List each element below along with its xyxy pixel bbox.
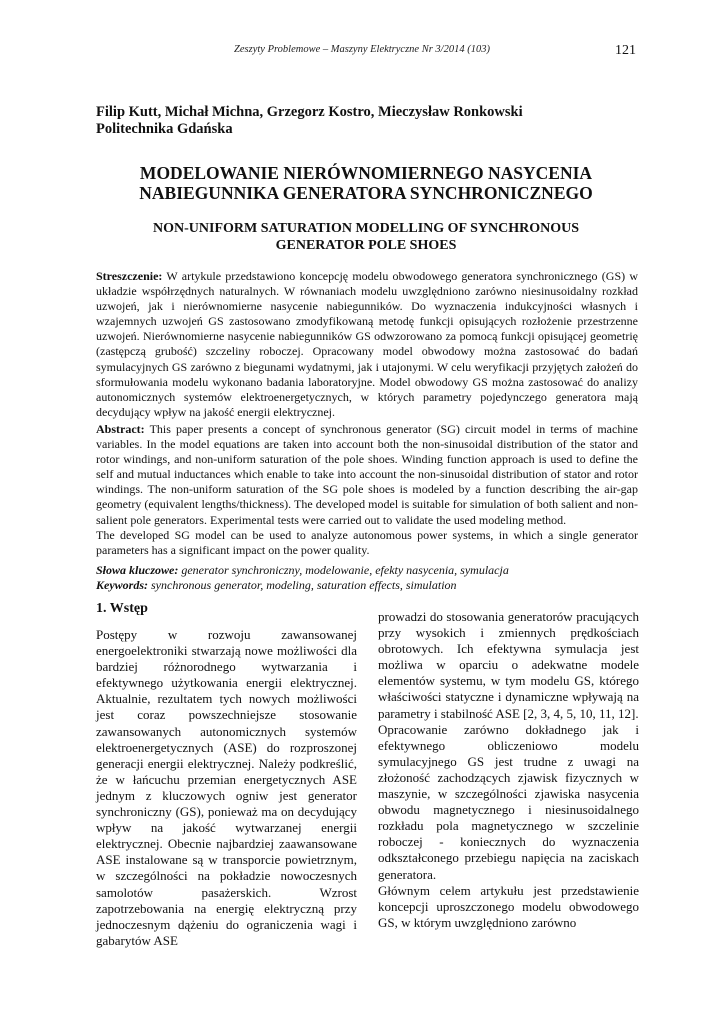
body-column-left: Postępy w rozwoju zawansowanej energoelektroniki stwarzają nowe możliwości dla bardziej różnorodnego wytwarzania i efektywnego użytkowania energii elektrycznej. Aktualnie, rezultatem tych nowych możliwości jest coraz powszechniejsze stosowanie zawansowanych autonomicznych systemów elektroenergetycznych (ASE) do rozproszonej generacji energii elektrycznej. Należy podkreślić, że w łańcuchu przemian energetycznych ASE jednym z kluczowych ogniw jest generator synchroniczny (GS), ponieważ ma on decydujący wpływ na jakość wytwarzanej energii elektrycznej. Obecnie najbardziej zaawansowane ASE instalowane są w transporcie powietrznym, w szczególności na pokładzie nowoczesnych samolotów pasażerskich. Wzrost zapotrzebowania na energię elektryczną przy jednoczesnym dążeniu do ograniczenia wagi i gabarytów ASE [96, 627, 357, 948]
title-english-line1: NON-UNIFORM SATURATION MODELLING OF SYNCHRONOUS [153, 221, 579, 236]
affiliation: Politechnika Gdańska [96, 121, 233, 137]
section-heading: 1. Wstęp [96, 601, 148, 616]
abstract-paragraph [96, 422, 638, 558]
streszczenie-text: W artykule przedstawiono koncepcję modelu obwodowego generatora synchronicznego (GS) w układzie współrzędnych naturalnych. W równaniach modelu uwzględniono zarówno niesinusoidalny rozkład uzwojeń, jak i nierównomierne nasycenie nabiegunników. Do wyznaczenia indukcyjności własnych i wzajemnych uzwojeń GS zastosowano zmodyfikowaną metodę funkcji opisujących rozłożenie przestrzenne uzwojeń. Nierównomierne nasycenie nabiegunników GS odwzorowano za pomocą funkcji opisującej geometrię (zastępczą grubość) szczeliny roboczej. Opracowany model obwodowy można zastosować do badań symulacyjnych GS zarówno z biegunami wydatnymi, jak i utajonymi. W celu weryfikacji przyjętych założeń do sformułowania modelu wykonano badania laboratoryjne. Model obwodowy GS można zastosować do analizy autonomicznych systemów elektroenergetycznych, w których parametry pojedynczego generatora mają decydujący wpływ na jakość energii elektrycznej. [96, 269, 638, 419]
abstract-text: This paper presents a concept of synchronous generator (SG) circuit model in terms of machine variables. In the model equations are taken into account both the non-sinusoidal distribution of the stator and rotor windings, and non-uniform saturation of the pole shoes. Winding function approach is used to define the self and mutual inductances which enable to take into account the non-sinusoidal distribution of stator and rotor windings. The non-uniform saturation of the SG pole shoes is modeled by a function describing the air-gap geometry (equivalent lengths/thickness). The developed model is suitable for simulation of both salient and non-salient pole generators. Experimental tests were carried out to validate the used modeling method. [96, 422, 638, 527]
abstract-label: Abstract: [96, 422, 145, 436]
body-paragraph: Głównym celem artykułu jest przedstawienie koncepcji uproszczonego modelu obwodowego GS, w którym uwzględniono zarówno [378, 882, 639, 930]
keywords-en-label: Keywords: [96, 578, 148, 592]
keywords-block [96, 563, 638, 593]
title-polish-line2: NABIEGUNNIKA GENERATORA SYNCHRONICZNEGO [139, 183, 593, 203]
streszczenie-label: Streszczenie: [96, 269, 163, 283]
title-english-line2: GENERATOR POLE SHOES [275, 238, 457, 253]
keywords-en-text: synchronous generator, modeling, saturation effects, simulation [148, 578, 457, 592]
author-names: Filip Kutt, Michał Michna, Grzegorz Kostro, Mieczysław Ronkowski [96, 104, 523, 120]
streszczenie-paragraph [96, 269, 638, 420]
authors-block [96, 104, 523, 138]
keywords-pl-label: Słowa kluczowe: [96, 563, 179, 577]
body-paragraph: Opracowanie zarówno dokładnego jak i efektywnego obliczeniowo modelu symulacyjnego GS jest trudne z uwagi na złożoność zachodzących zjawisk fizycznych w maszynie, w szczególności zjawiska nasycenia obwodu magnetycznego i niesinusoidalnego rozkładu pola magnetycznego w szczelinie roboczej - koniecznych do wyznaczenia odkształconego przebiegu napięcia na zaciskach generatora. [378, 721, 639, 882]
keywords-pl-text: generator synchroniczny, modelowanie, efekty nasycenia, symulacja [178, 563, 509, 577]
title-polish-line1: MODELOWANIE NIERÓWNOMIERNEGO NASYCENIA [139, 163, 593, 183]
title-polish [96, 163, 636, 203]
body-paragraph: prowadzi do stosowania generatorów pracujących przy wysokich i zmiennych prędkościach obrotowych. Ich efektywna symulacja jest możliwa w oparciu o adekwatne modele elementów systemu, w tym modelu GS, którego właściwości statyczne i dynamiczne wpływają na parametry i stabilność ASE [2, 3, 4, 5, 10, 11, 12]. [378, 609, 639, 721]
body-column-right [378, 609, 639, 931]
page-number: 121 [615, 43, 636, 58]
abstract-text-2: The developed SG model can be used to analyze autonomous power systems, in which a single generator parameters has a significant impact on the power quality. [96, 527, 638, 557]
journal-header: Zeszyty Problemowe – Maszyny Elektryczne Nr 3/2014 (103) [234, 44, 490, 55]
title-english [96, 220, 636, 254]
